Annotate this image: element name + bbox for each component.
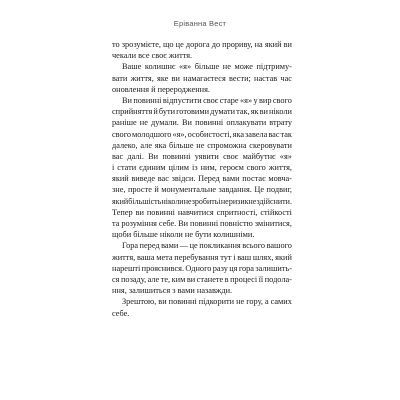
text-line: Ваше колишнє «я» більше не може підтриму-: [122, 62, 292, 72]
text-line: себе.: [112, 308, 130, 318]
running-header: Еріванна Вест: [173, 19, 227, 28]
body-text: [112, 39, 292, 319]
text-line: Ви повинні відпустити своє старе «я» у вир свого: [122, 95, 292, 105]
text-line: сприйняття й бути готовими думати так, як ви ніколи: [112, 107, 292, 117]
text-line: нарешті прояснився. Одного разу ця гора залишить-: [112, 263, 292, 273]
text-line: раніше не думали. Ви повинні оплакувати втрату: [112, 118, 292, 128]
text-line: який більшість ніколи не зробить і не ризикне здійснити.: [112, 196, 292, 206]
text-line: Зрештою, ви повинні підкорити не гору, а самих: [122, 297, 292, 307]
text-line: Тепер ви повинні навчитися спритності, стійкості: [112, 207, 292, 217]
text-line: вас далі. Ви повинні уявити своє майбутнє «я»: [112, 151, 292, 161]
text-line: щоби більше ніколи не бути колишніми.: [112, 230, 255, 240]
text-line: свого молодшого «я», особистості, яка завела вас так: [112, 129, 292, 139]
text-line: життя, ваша мета перебування тут і ваш шлях, який: [112, 252, 292, 262]
text-line: ся позаду, але те, ким ви станете в процесі її подола-: [112, 274, 292, 284]
text-line: Гора перед вами — це покликання всього вашого: [122, 241, 292, 251]
text-line: та розуміння себе. Ви повинні повністю змінитися,: [112, 219, 292, 228]
text-line: який виведе вас звідси. Перед вами постає мовча-: [112, 174, 292, 184]
text-line: зне, просте й монументальне завдання. Це подвиг,: [112, 185, 292, 195]
text-line: далеко, але яка більше не спроможна скеровувати: [112, 140, 292, 150]
text-line: оновлення й переродження.: [112, 84, 210, 94]
text-line: і стати єдиним цілим із ним, героєм свого життя,: [112, 163, 292, 173]
text-line: вати життя, яке ви намагаєтеся вести; настав час: [112, 73, 292, 83]
text-line: ння, залишиться з вами назавжди.: [112, 286, 233, 296]
text-line: чекали все своє життя.: [112, 51, 193, 61]
text-line: то зрозумієте, що це дорога до прориву, на який ви: [112, 40, 292, 49]
